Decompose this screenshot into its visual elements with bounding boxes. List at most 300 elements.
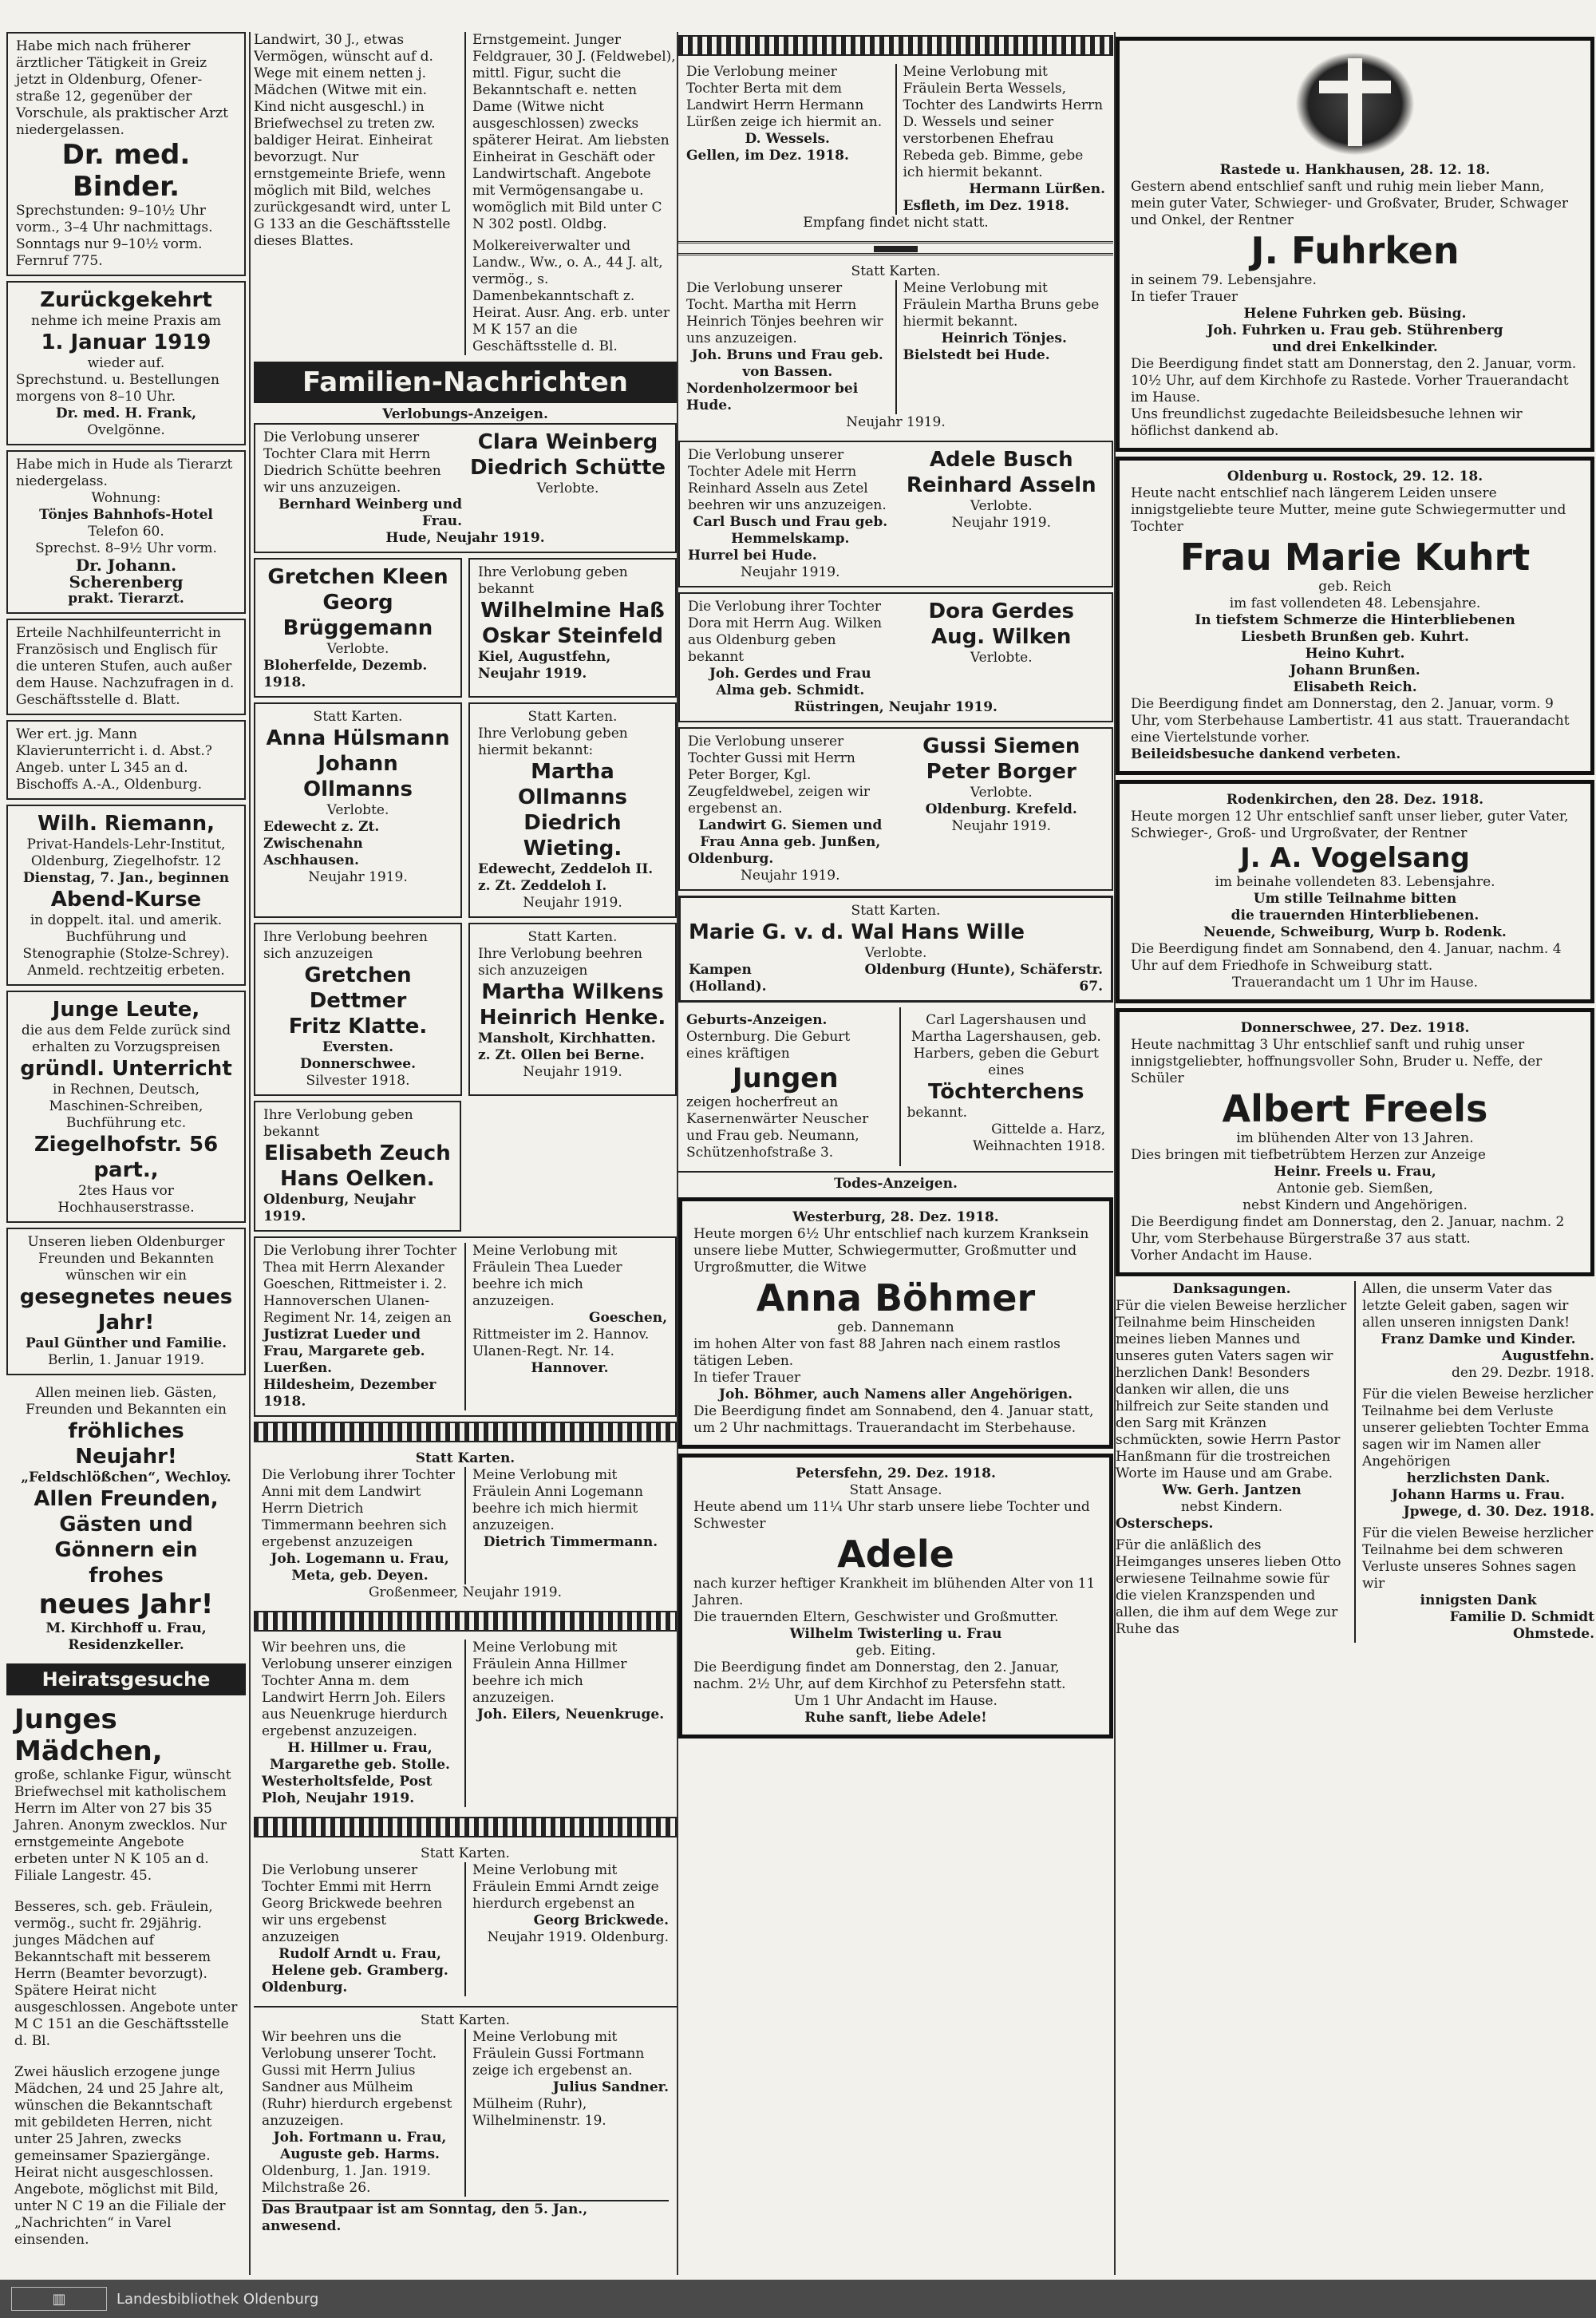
freels-geb: Antonie geb. Siemßen,: [1277, 1181, 1433, 1197]
vdwal-place1: Kampen (Holland).: [689, 962, 767, 995]
viewer-footer: [0, 2280, 1596, 2318]
bruns-groom-text: Meine Verlobung mit Fräulein Martha Bruns gebe hiermit bekannt.: [903, 280, 1100, 330]
ad-riemann: [6, 805, 246, 986]
schmidt-dank: innigsten Dank: [1420, 1592, 1537, 1608]
twisterling-place: Petersfehn, 29. Dez. 1918.: [796, 1466, 996, 1481]
vdwal-name2: Hans Wille: [900, 920, 1025, 944]
ad-gerdes: [678, 592, 1113, 722]
scherenberg-l4: Sprechst. 8–9½ Uhr vorm.: [35, 540, 217, 556]
boehmer-place: Westerburg, 28. Dez. 1918.: [792, 1209, 999, 1225]
guenther-l3: Berlin, 1. Januar 1919.: [47, 1352, 205, 1368]
bruns-place: Nordenholzermoor bei Hude.: [686, 381, 859, 413]
freels-place: Donnerschwee, 27. Dez. 1918.: [1240, 1020, 1470, 1036]
boehmer-sign: Joh. Böhmer, auch Namens aller Angehörigen.: [718, 1386, 1073, 1402]
hass-name1: Wilhelmine Haß: [480, 599, 665, 623]
familien-header: Familien-Nachrichten: [254, 362, 677, 403]
huelsmann-ollmanns-row: [254, 702, 677, 923]
hillmer-parents: H. Hillmer u. Frau, Margarethe geb. Stolle.: [270, 1740, 450, 1773]
zeuch-intro: Ihre Verlobung geben bekannt: [263, 1107, 413, 1140]
logemann-groom: Dietrich Timmermann.: [483, 1534, 658, 1550]
ad-jantzen: [1116, 1281, 1348, 1643]
danksagung-header: Danksagungen.: [1172, 1281, 1291, 1297]
twisterling-name: Adele: [837, 1533, 954, 1576]
hillmer-place: Westerholtsfelde, Post Ploh, Neujahr 1919.: [262, 1774, 433, 1806]
kuhrt-funeral: Die Beerdigung findet am Donnerstag, den 2. Januar, vorm. 9 Uhr, vom Sterbehause Lambertistr. 41 aus statt. Trauerandacht eine Viertelstunde vorher.: [1131, 696, 1570, 746]
ad-arndt: [254, 1841, 677, 2001]
twisterling-intro: Heute abend um 11¼ Uhr starb unsere liebe Tochter und Schwester: [693, 1499, 1090, 1532]
ad-hass: [468, 558, 677, 698]
boehmer-intro: Heute morgen 6½ Uhr entschlief nach kurzem Kranksein unsere liebe Mutter, Schwiegermutter, Großmutter und Urgroßmutter, die Witwe: [693, 1226, 1089, 1276]
ad-nachhilfe: [6, 619, 246, 715]
gerdes-name1: Dora Gerdes: [928, 599, 1074, 623]
fuhrken-intro: Gestern abend entschlief sanft und ruhig mein lieber Mann, mein guter Vater, Schwieger- und Großvater, Bruder, Schwager und Onkel, der Rentner: [1131, 179, 1569, 228]
siemen-date2: Neujahr 1919.: [951, 818, 1051, 834]
bruns-date: Neujahr 1919.: [846, 414, 946, 430]
wilkens-place: Mansholt, Kirchhatten. z. Zt. Ollen bei Berne.: [478, 1030, 656, 1063]
ad-dr-binder: [6, 32, 246, 276]
weinberg-name2: Diedrich Schütte: [469, 456, 666, 480]
frank-line: nehme ich meine Praxis am: [31, 313, 221, 329]
column-3: [678, 32, 1113, 2275]
death-notice-boehmer: [678, 1197, 1113, 1449]
geburt-header: Geburts-Anzeigen.: [686, 1012, 828, 1028]
harms-sign: Johann Harms u. Frau.: [1391, 1487, 1566, 1503]
kuhrt-place: Oldenburg u. Rostock, 29. 12. 18.: [1227, 469, 1483, 485]
ad-vdwal: [678, 896, 1113, 1003]
wessels-empfang: Empfang findet nicht statt.: [803, 215, 989, 231]
ollmanns-name2: Diedrich Wieting.: [523, 811, 622, 860]
ollmanns-intro: Ihre Verlobung geben hiermit bekannt:: [478, 726, 628, 758]
riemann-l4: in doppelt. ital. und amerik. Buchführung und: [30, 912, 223, 945]
maedchen-text: große, schlanke Figur, wünscht Briefwechsel mit katholischem Herrn im Alter von 27 bis 35 Jahren. Anonym zwecklos. Nur ernstgemeinte Angebote erbeten unter N K 105 an d. Filiale Langestr. 45.: [14, 1767, 231, 1884]
twisterling-parents: Wilhelm Twisterling u. Frau: [789, 1626, 1002, 1642]
molkerei-text: Molkereiverwalter und Landw., Ww., o. A., 44 J. alt, vermög., s. Damenbekanntschaft z. Heirat. Ausr. Ang. erb. unter M K 157 an die Geschäftsstelle d. Bl.: [472, 238, 670, 354]
fuhrken-wife: Helene Fuhrken geb. Büsing.: [1243, 306, 1467, 322]
ad-junges-maedchen: [6, 1699, 246, 1889]
zeuch-name2: Hans Oelken.: [280, 1167, 435, 1191]
busch-name2: Reinhard Asseln: [906, 473, 1096, 497]
freels-andacht: Vorher Andacht im Hause.: [1131, 1248, 1313, 1264]
fortmann-text: Wir beehren uns die Verlobung unserer Tocht. Gussi mit Herrn Julius Sandner aus Mülheim (Ruhr) hierdurch ergebenst anzuzeigen.: [262, 2029, 452, 2129]
ad-huelsmann: [254, 702, 462, 918]
neuscher-intro: Osternburg. Die Geburt eines kräftigen: [686, 1029, 851, 1062]
kirchhoff-l4: neues Jahr!: [38, 1588, 214, 1620]
ollmanns-date: Neujahr 1919.: [523, 895, 622, 911]
scherenberg-l2: Tönjes Bahnhofs-Hotel: [39, 507, 213, 523]
frank-line2: wieder auf.: [87, 355, 165, 371]
binder-text: Habe mich nach früherer ärztlicher Tätigkeit in Greiz jetzt in Oldenburg, Ofener-straße 12, gegenüber der Vorschule, als praktischer Arzt niedergelassen.: [16, 38, 228, 138]
harms-text: Für die vielen Beweise herzlicher Teilnahme bei dem Verluste unserer geliebten Tochter Emma sagen wir im Namen aller Angehörigen: [1362, 1386, 1594, 1470]
ad-ernst: [464, 32, 677, 355]
jantzen-text: Für die vielen Beweise herzlicher Teilnahme beim Hinscheiden meines lieben Mannes und unseres guten Vaters sagen wir herzlichen Dank! Besonders danken wir allen, die uns hilfreich zur Seite standen und den Sarg mit Kränzen schmückten, sowie Herrn Pastor Hanßmann für die trostreichen Worte im Hause und am Grabe.: [1116, 1298, 1347, 1481]
siemen-text: Die Verlobung unserer Tochter Gussi mit Herrn Peter Borger, Kgl. Zeugfeldwebel, zeigen wir ergebenst an.: [688, 734, 871, 817]
riemann-name: Wilh. Riemann,: [37, 812, 215, 836]
ad-busch: [678, 441, 1113, 587]
guenther-l1: gesegnetes neues Jahr!: [19, 1285, 233, 1335]
fuhrken-visits: Uns freundlichst zugedachte Beileidsbesuche lehnen wir höflichst dankend ab.: [1131, 406, 1523, 439]
vogelsang-intro: Heute morgen 12 Uhr entschlief sanft unser lieber, guter Vater, Schwieger-, Groß- und Urgroßvater, der Rentner: [1131, 809, 1569, 841]
fortmann-parents: Joh. Fortmann u. Frau, Auguste geb. Harms.: [273, 2130, 447, 2162]
vogelsang-age: im beinahe vollendeten 83. Lebensjahre.: [1215, 874, 1495, 890]
kuhrt-name: Frau Marie Kuhrt: [1179, 536, 1531, 579]
maedchen-title: Junges Mädchen,: [14, 1703, 163, 1767]
logemann-text: Die Verlobung ihrer Tochter Anni mit dem Landwirt Herrn Dietrich Timmermann beehren sich ergebenst anzuzeigen: [262, 1467, 456, 1550]
siemen-name1: Gussi Siemen: [922, 734, 1080, 758]
riemann-l5: Stenographie (Stolze-Schrey). Anmeld. rechtzeitig erbeten.: [22, 946, 230, 979]
vdwal-verlobte: Verlobte.: [864, 945, 927, 961]
dettmer-name1: Gretchen Dettmer: [304, 963, 412, 1013]
busch-date1: Neujahr 1919.: [741, 564, 840, 580]
vogelsang-bitte: Um stille Teilnahme bitten: [1253, 891, 1457, 907]
kirchhoff-l3: Allen Freunden, Gästen und Gönnern ein frohes: [34, 1487, 219, 1588]
scherenberg-l3: Telefon 60.: [88, 524, 164, 540]
fortmann-place: Oldenburg, 1. Jan. 1919. Milchstraße 26.: [262, 2163, 431, 2196]
lueder-groom-text: Meine Verlobung mit Fräulein Thea Lueder beehre ich mich anzuzeigen.: [472, 1243, 622, 1309]
gerdes-parents: Joh. Gerdes und Frau Alma geb. Schmidt.: [709, 666, 871, 698]
frank-name: Dr. med. H. Frank,: [55, 405, 197, 421]
schmidt-text2: Für die vielen Beweise herzlicher Teilnahme bei dem schweren Verluste unseres Sohnes sagen wir: [1362, 1525, 1594, 1592]
vdwal-statt: Statt Karten.: [851, 903, 941, 919]
ad-lueder: [254, 1236, 677, 1417]
fortmann-groom-place: Mülheim (Ruhr), Wilhelminenstr. 19.: [472, 2096, 606, 2129]
twisterling-andacht: Um 1 Uhr Andacht im Hause.: [794, 1693, 998, 1709]
damke-place: Augustfehn.: [1502, 1348, 1594, 1364]
lueder-parents: Justizrat Lueder und Frau, Margarete geb. Luerßen.: [263, 1327, 425, 1376]
logemann-groom-text: Meine Verlobung mit Fräulein Anni Logemann beehre ich mich hiermit anzuzeigen.: [472, 1467, 643, 1533]
wessels-groom-text: Meine Verlobung mit Fräulein Berta Wessels, Tochter des Landwirts Herrn D. Wessels und seiner verstorbenen Ehefrau Rebeda geb. Bimme, gebe ich hiermit bekannt.: [903, 64, 1104, 180]
scherenberg-l6: prakt. Tierarzt.: [68, 591, 184, 607]
wessels-text: Die Verlobung meiner Tochter Berta mit dem Landwirt Herrn Hermann Lürßen zeige ich hiermit an.: [686, 64, 883, 130]
ad-weinberg: [254, 423, 677, 553]
bruns-text: Die Verlobung unserer Tocht. Martha mit Herrn Heinrich Tönjes beehren wir uns anzuzeigen.: [686, 280, 883, 346]
ad-logemann: [254, 1446, 677, 1606]
ad-kirchhoff: [6, 1380, 246, 1659]
frank-hours: Sprechstund. u. Bestellungen morgens von 8–10 Uhr.: [16, 372, 219, 405]
library-label[interactable]: Landesbibliothek Oldenburg: [117, 2290, 319, 2308]
damke-text: Allen, die unserm Vater das letzte Geleit gaben, sagen wir allen unseren innigsten Dank!: [1362, 1281, 1570, 1331]
wilkens-date: Neujahr 1919.: [523, 1064, 622, 1080]
freels-anzeige: Dies bringen mit tiefbetrübtem Herzen zur Anzeige: [1131, 1147, 1486, 1163]
ad-dettmer: [254, 923, 462, 1096]
junge-l5: 2tes Haus vor Hochhauserstrasse.: [57, 1183, 195, 1216]
ad-neuscher: [678, 1007, 893, 1166]
scherenberg-name: Dr. Johann. Scherenberg: [69, 556, 184, 591]
busch-place: Hurrel bei Hude.: [688, 548, 817, 564]
death-notice-twisterling: [678, 1454, 1113, 1738]
freels-family: nebst Kindern und Angehörigen.: [1242, 1197, 1468, 1213]
ad-lagershausen: [899, 1007, 1114, 1166]
geburt-row: [678, 1007, 1113, 1171]
klavier-text: Wer ert. jg. Mann Klavierunterricht i. d. Abst.? Angeb. unter L 345 an d. Bischoffs A.-A., Oldenburg.: [16, 726, 212, 793]
ollmanns-place: Edewecht, Zeddeloh II. z. Zt. Zeddeloh I.: [478, 861, 654, 894]
twisterling-ansage: Statt Ansage.: [849, 1482, 942, 1498]
junge-l4: Ziegelhofstr. 56 part.,: [34, 1133, 219, 1182]
kuhrt-visits: Beileidsbesuche dankend verbeten.: [1131, 746, 1401, 762]
vdwal-name1: Marie G. v. d. Wal: [689, 920, 895, 944]
kuhrt-age: im fast vollendeten 48. Lebensjahre.: [1229, 595, 1481, 611]
ad-fortmann: [254, 2006, 677, 2240]
heiratsgesuche-header: Heiratsgesuche: [6, 1663, 246, 1695]
weinberg-name1: Clara Weinberg: [477, 430, 658, 454]
dettmer-intro: Ihre Verlobung beehren sich anzuzeigen: [263, 929, 428, 962]
ad-besseres: [6, 1894, 246, 2055]
guenther-l2: Paul Günther und Familie.: [26, 1335, 227, 1351]
kuhrt-intro: Heute nacht entschlief nach längerem Leiden unsere innigstgeliebte teure Mutter, meine gute Schwiegermutter und Tochter: [1131, 485, 1566, 535]
ad-ollmanns: [468, 702, 677, 918]
ad-kleen: [254, 558, 462, 698]
guenther-l0: Unseren lieben Oldenburger Freunden und Bekannten wünschen wir ein: [27, 1234, 225, 1284]
column-4: [1116, 32, 1594, 2275]
weinberg-verlobte: Verlobte.: [536, 481, 599, 496]
fuhrken-trauer: In tiefer Trauer: [1131, 289, 1238, 305]
frank-date: 1. Januar 1919: [41, 330, 211, 354]
vdwal-place2: Oldenburg (Hunte), Schäferstr. 67.: [864, 962, 1103, 995]
kuhrt-s1: Liesbeth Brunßen geb. Kuhrt.: [1241, 629, 1469, 645]
death-notice-fuhrken: [1116, 37, 1594, 452]
ad-zeuch: [254, 1101, 461, 1232]
arndt-groom: Georg Brickwede.: [533, 1913, 669, 1928]
kuhrt-schmerz: In tiefstem Schmerze die Hinterbliebenen: [1195, 612, 1515, 628]
ad-siemen: [678, 727, 1113, 891]
lueder-groom-rank: Rittmeister im 2. Hannov. Ulanen-Regt. Nr. 14.: [472, 1327, 650, 1359]
fortmann-groom-text: Meine Verlobung mit Fräulein Gussi Fortmann zeige ich ergebenst an.: [472, 2029, 645, 2079]
arndt-groom-text: Meine Verlobung mit Fräulein Emmi Arndt zeige hierdurch ergebenst an: [472, 1862, 659, 1912]
ernst-text: Ernstgemeint. Junger Feldgrauer, 30 J. (Feldwebel), mittl. Figur, sucht die Bekanntschaft e. netten Dame (Witwe nicht ausgeschlossen) zwecks späterer Heirat. Am liebsten Einheirat in Geschäft oder Landwirtschaft. Angebote mit Vermögensangabe u. womöglich mit Bild unter C N 302 postl. Oldbg.: [472, 32, 676, 232]
busch-text: Die Verlobung unserer Tochter Adele mit Herrn Reinhard Asseln aus Zetel beehren wir uns anzuzeigen.: [688, 447, 887, 513]
twisterling-funeral: Die Beerdigung findet am Donnerstag, den 2. Januar, nachm. 2½ Uhr, auf dem Kirchhof zu Petersfehn statt.: [693, 1659, 1066, 1692]
ad-zwei-maedchen: [6, 2059, 246, 2253]
danksagung-row: [1116, 1281, 1594, 1643]
bruns-parents: Joh. Bruns und Frau geb. von Bassen.: [691, 347, 883, 380]
cross-icon: [1295, 52, 1415, 156]
dettmer-place: Eversten. Donnerschwee.: [299, 1039, 417, 1072]
lueder-groom: Goeschen,: [588, 1310, 667, 1326]
ornament-border: [254, 1611, 677, 1632]
logemann-statt: Statt Karten.: [415, 1450, 516, 1466]
busch-parents: Carl Busch und Frau geb. Hemmelskamp.: [693, 514, 888, 547]
arndt-parents: Rudolf Arndt u. Frau, Helene geb. Gramberg.: [271, 1946, 448, 1979]
boehmer-geb: geb. Dannemann: [837, 1319, 954, 1335]
column-2: [254, 32, 677, 2275]
zeuch-name1: Elisabeth Zeuch: [263, 1141, 451, 1165]
weinberg-parents: Bernhard Weinberg und Frau.: [278, 496, 462, 529]
arndt-text: Die Verlobung unserer Tochter Emmi mit Herrn Georg Brickwede beehren wir uns ergebenst anzuzeigen: [262, 1862, 443, 1945]
lueder-groom-place: Hannover.: [531, 1360, 609, 1376]
gerdes-verlobte: Verlobte.: [970, 650, 1033, 666]
ornament-border: [254, 1422, 677, 1442]
ad-junge-leute: [6, 991, 246, 1223]
freels-funeral: Die Beerdigung findet am Donnerstag, den 2. Januar, nachm. 2 Uhr, vom Sterbehause Bürgerstraße 37 aus statt.: [1131, 1214, 1565, 1247]
siemen-name2: Peter Borger: [926, 760, 1077, 784]
hass-intro: Ihre Verlobung geben bekannt: [478, 564, 628, 597]
wessels-groom-place: Esfleth, im Dez. 1918.: [903, 198, 1069, 214]
kirchhoff-l1: fröhliches Neujahr!: [68, 1419, 184, 1469]
harms-place: Jpwege, d. 30. Dez. 1918.: [1403, 1504, 1594, 1520]
gerdes-place: Rüstringen, Neujahr 1919.: [794, 699, 998, 715]
siemen-place: Oldenburg.: [688, 851, 774, 867]
vogelsang-hinterbl: die trauernden Hinterbliebenen.: [1231, 908, 1479, 924]
ornament-border: [254, 1817, 677, 1837]
kirchhoff-l5: M. Kirchhoff u. Frau, Residenzkeller.: [45, 1620, 207, 1653]
ad-klavier: [6, 720, 246, 800]
wessels-groom: Hermann Lürßen.: [969, 181, 1105, 197]
lueder-text: Die Verlobung ihrer Tochter Thea mit Herrn Alexander Goeschen, Rittmeister i. 2. Hannoverschen Ulanen-Regiment Nr. 14, zeigen an: [263, 1243, 457, 1326]
twisterling-geb: geb. Eiting.: [855, 1643, 936, 1659]
ollmanns-name1: Martha Ollmanns: [517, 760, 628, 809]
kleen-name2: Georg Brüggemann: [282, 591, 433, 640]
gerdes-name2: Aug. Wilken: [931, 625, 1072, 649]
huelsmann-place: Edewecht z. Zt. Zwischenahn Aschhausen.: [263, 819, 380, 868]
schmidt-sign: Familie D. Schmidt: [1449, 1609, 1594, 1625]
siemen-places: Oldenburg. Krefeld.: [925, 801, 1077, 817]
junge-l3: in Rechnen, Deutsch, Maschinen-Schreiben, Buchführung etc.: [49, 1082, 203, 1131]
busch-verlobte: Verlobte.: [970, 498, 1033, 514]
lagershausen-intro: Carl Lagershausen und Martha Lagershausen, geb. Harbers, geben die Geburt eines: [911, 1012, 1101, 1078]
huelsmann-name2: Johann Ollmanns: [302, 752, 413, 801]
riemann-title: Abend-Kurse: [50, 888, 202, 912]
harms-dank: herzlichsten Dank.: [1406, 1470, 1551, 1486]
schmidt-text1: Für die anläßlich des Heimganges unseres lieben Otto erwiesene Teilnahme sowie für die vielen Kranzspenden und allen, die ihm auf dem Wege zur Ruhe das: [1116, 1537, 1341, 1637]
twisterling-family: Die trauernden Eltern, Geschwister und Großmutter.: [693, 1609, 1059, 1625]
riemann-l1: Privat-Handels-Lehr-Institut, Oldenburg, Ziegelhofstr. 12: [26, 837, 226, 869]
verlobung-subheader: Verlobungs-Anzeigen.: [382, 406, 548, 422]
boehmer-funeral: Die Beerdigung findet am Sonnabend, den 4. Januar statt, um 2 Uhr nachmittags. Trauerandacht im Sterbehause.: [693, 1403, 1094, 1436]
wilkens-statt: Statt Karten.: [527, 929, 618, 945]
damke-date: den 29. Dezbr. 1918.: [1452, 1365, 1594, 1381]
huelsmann-verlobte: Verlobte.: [326, 802, 389, 818]
busch-date2: Neujahr 1919.: [951, 515, 1051, 531]
kuhrt-s4: Elisabeth Reich.: [1293, 679, 1417, 695]
boehmer-age: im hohen Alter von fast 88 Jahren nach einem rastlos tätigen Leben.: [693, 1336, 1061, 1369]
ollmanns-statt: Statt Karten.: [527, 709, 618, 725]
freels-intro: Heute nachmittag 3 Uhr entschlief sanft und ruhig unser innigstgeliebter, hoffnungsvoller Sohn, Bruder u. Neffe, der Schüler: [1131, 1037, 1543, 1086]
ornament-border: [678, 35, 1113, 56]
freels-name: Albert Freels: [1222, 1087, 1488, 1130]
wilkens-name2: Heinrich Henke.: [479, 1006, 666, 1030]
siemen-verlobte: Verlobte.: [970, 785, 1033, 801]
fortmann-groom: Julius Sandner.: [552, 2079, 669, 2095]
damke-sign: Franz Damke und Kinder.: [1381, 1331, 1576, 1347]
hillmer-groom: Joh. Eilers, Neuenkruge.: [476, 1707, 665, 1723]
nachhilfe-text: Erteile Nachhilfeunterricht in Französisch und Englisch für die unteren Stufen, auch außer dem Hause. Nachzufragen in d. Geschäftsstelle d. Blatt.: [16, 625, 235, 708]
boehmer-trauer: In tiefer Trauer: [693, 1370, 801, 1386]
logemann-place: Großenmeer, Neujahr 1919.: [368, 1584, 563, 1600]
hass-place: Kiel, Augustfehn, Neujahr 1919.: [478, 649, 611, 682]
kuhrt-s2: Heino Kuhrt.: [1305, 646, 1405, 662]
besseres-text: Besseres, sch. geb. Fräulein, vermög., sucht fr. 29jährig. junges Mädchen auf Bekanntschaft mit besserem Herrn (Beamter bevorzugt). Spätere Heirat nicht ausgeschlossen. Angebote unter M C 151 an die Geschäftsstelle d. Bl.: [14, 1899, 238, 2049]
fuhrken-grandchildren: und drei Enkelkinder.: [1272, 339, 1438, 355]
ad-bruns: [678, 259, 1113, 436]
scherenberg-l0: Habe mich in Hude als Tierarzt niedergelass.: [16, 457, 233, 489]
siemen-parents: Landwirt G. Siemen und Frau Anna geb. Junßen,: [698, 817, 883, 850]
huelsmann-statt: Statt Karten.: [313, 709, 403, 725]
bruns-groom: Heinrich Tönjes.: [941, 330, 1067, 346]
huelsmann-date: Neujahr 1919.: [308, 869, 408, 885]
vogelsang-funeral: Die Beerdigung findet am Sonnabend, den 4. Januar, nachm. 4 Uhr auf dem Friedhofe in Schweiburg statt.: [1131, 941, 1562, 974]
vogelsang-andacht: Trauerandacht um 1 Uhr im Hause.: [1231, 975, 1479, 991]
twisterling-ruhe: Ruhe sanft, liebe Adele!: [804, 1710, 987, 1726]
column-1: [6, 32, 246, 2275]
binder-name: Dr. med. Binder.: [61, 139, 191, 203]
zwei-text: Zwei häuslich erzogene junge Mädchen, 24 und 25 Jahre alt, wünschen die Bekanntschaft mit gebildeten Herren, nicht unter 25 Jahren, zwecks gemeinsamer Spaziergänge. Heirat nicht ausgeschlossen. Angebote, möglichst mit Bild, unter N C 19 an die Filiale der „Nachrichten“ in Varel einsenden.: [14, 2064, 226, 2248]
huelsmann-name1: Anna Hülsmann: [266, 726, 450, 750]
arndt-statt: Statt Karten.: [421, 1845, 510, 1861]
ad-hillmer: [254, 1635, 677, 1812]
neuscher-jungen: Jungen: [732, 1062, 839, 1094]
brautpaar-note: Das Brautpaar ist am Sonntag, den 5. Jan., anwesend.: [262, 2200, 669, 2235]
weinberg-text: Die Verlobung unserer Tochter Clara mit Herrn Diedrich Schütte beehren wir uns anzuzeigen.: [263, 429, 441, 496]
neuscher-text: zeigen hocherfreut an Kasernenwärter Neuscher und Frau geb. Neumann, Schützenhofstraße 3.: [686, 1094, 869, 1161]
arndt-place: Oldenburg.: [262, 1980, 348, 1996]
dettmer-wilkens-row: [254, 923, 677, 1101]
jantzen-kinder: nebst Kindern.: [1180, 1499, 1283, 1515]
lueder-place: Hildesheim, Dezember 1918.: [263, 1377, 437, 1410]
siemen-date1: Neujahr 1919.: [741, 868, 840, 884]
boehmer-name: Anna Böhmer: [756, 1276, 1036, 1319]
bruns-groom-place: Bielstedt bei Hude.: [903, 347, 1050, 363]
gerdes-text: Die Verlobung ihrer Tochter Dora mit Herrn Aug. Wilken aus Oldenburg geben bekannt: [688, 599, 883, 665]
landwirt-text: Landwirt, 30 J., etwas Vermögen, wünscht auf d. Wege mit einem netten j. Mädchen (Witwe mit ein. Kind nicht ausgeschl.) in Briefwechsel zu treten zw. baldiger Heirat. Einheirat bevorzugt. Nur ernstgemeinte Briefe, wenn möglich mit Bild, welches zurückgesandt wird, unter L G 133 an die Geschäftsstelle dieses Blattes.: [254, 32, 451, 249]
vogelsang-name: J. A. Vogelsang: [1240, 842, 1470, 874]
riemann-l2: Dienstag, 7. Jan., beginnen: [22, 870, 230, 886]
lagershausen-toechterchen: Töchterchens: [927, 1080, 1084, 1104]
twisterling-age: nach kurzer heftiger Krankheit im blühenden Alter von 11 Jahren.: [693, 1576, 1096, 1608]
junge-title: Junge Leute,: [52, 998, 200, 1022]
lagershausen-bekannt: bekannt.: [907, 1105, 968, 1121]
wessels-father: D. Wessels.: [745, 131, 830, 147]
ad-wilkens: [468, 923, 677, 1096]
ad-landwirt: [254, 32, 458, 355]
column-rule-1: [249, 32, 251, 2275]
junge-l2: gründl. Unterricht: [20, 1057, 232, 1081]
jantzen-sign: Ww. Gerh. Jantzen: [1162, 1482, 1302, 1498]
kuhrt-s3: Johann Brunßen.: [1290, 663, 1420, 678]
jantzen-place: Osterscheps.: [1116, 1516, 1214, 1532]
weinberg-place: Hude, Neujahr 1919.: [385, 530, 545, 546]
ad-guenther: [6, 1228, 246, 1375]
kleen-verlobte: Verlobte.: [326, 641, 389, 657]
ad-scherenberg: [6, 450, 246, 614]
schmidt-place: Ohmstede.: [1512, 1626, 1594, 1642]
ad-wessels: [678, 59, 1113, 236]
frank-title: Zurückgekehrt: [40, 288, 212, 312]
scherenberg-l1: Wohnung:: [91, 490, 161, 506]
dettmer-name2: Fritz Klatte.: [288, 1015, 428, 1038]
ornament-divider: [678, 241, 1113, 255]
fortmann-statt: Statt Karten.: [421, 2012, 510, 2028]
arndt-date: Neujahr 1919. Oldenburg.: [487, 1929, 669, 1945]
bruns-statt: Statt Karten.: [851, 263, 941, 279]
dettmer-date: Silvester 1918.: [306, 1073, 410, 1089]
fuhrken-age: in seinem 79. Lebensjahre.: [1131, 272, 1317, 288]
fuhrken-son: Joh. Fuhrken u. Frau geb. Stührenberg: [1207, 322, 1503, 338]
lagershausen-place: Gittelde a. Harz, Weihnachten 1918.: [973, 1121, 1105, 1154]
wessels-place: Gellen, im Dez. 1918.: [686, 148, 849, 164]
hillmer-text: Wir beehren uns, die Verlobung unserer einzigen Tochter Anna m. dem Landwirt Herrn Joh. Eilers aus Neuenkruge hierdurch ergebenst anzuzeigen.: [262, 1640, 452, 1739]
busch-name1: Adele Busch: [929, 448, 1073, 472]
library-logo-icon[interactable]: ▥: [11, 2287, 107, 2311]
fuhrken-funeral: Die Beerdigung findet statt am Donnerstag, den 2. Januar, vorm. 10½ Uhr, auf dem Kirchhofe zu Rastede. Vorher Trauerandacht im Hause.: [1131, 356, 1577, 405]
zeuch-place: Oldenburg, Neujahr 1919.: [263, 1192, 416, 1224]
kleen-hass-row: [254, 558, 677, 702]
wilkens-name1: Martha Wilkens: [481, 980, 664, 1004]
junge-l1: die aus dem Felde zurück sind erhalten zu Vorzugspreisen: [21, 1023, 231, 1055]
frank-place: Ovelgönne.: [87, 422, 165, 438]
hass-name2: Oskar Steinfeld: [482, 624, 663, 648]
kleen-name1: Gretchen Kleen: [267, 565, 448, 589]
hillmer-groom-text: Meine Verlobung mit Fräulein Anna Hillmer beehre ich mich anzuzeigen.: [472, 1640, 627, 1706]
kleen-place: Bloherfelde, Dezemb. 1918.: [263, 658, 428, 690]
